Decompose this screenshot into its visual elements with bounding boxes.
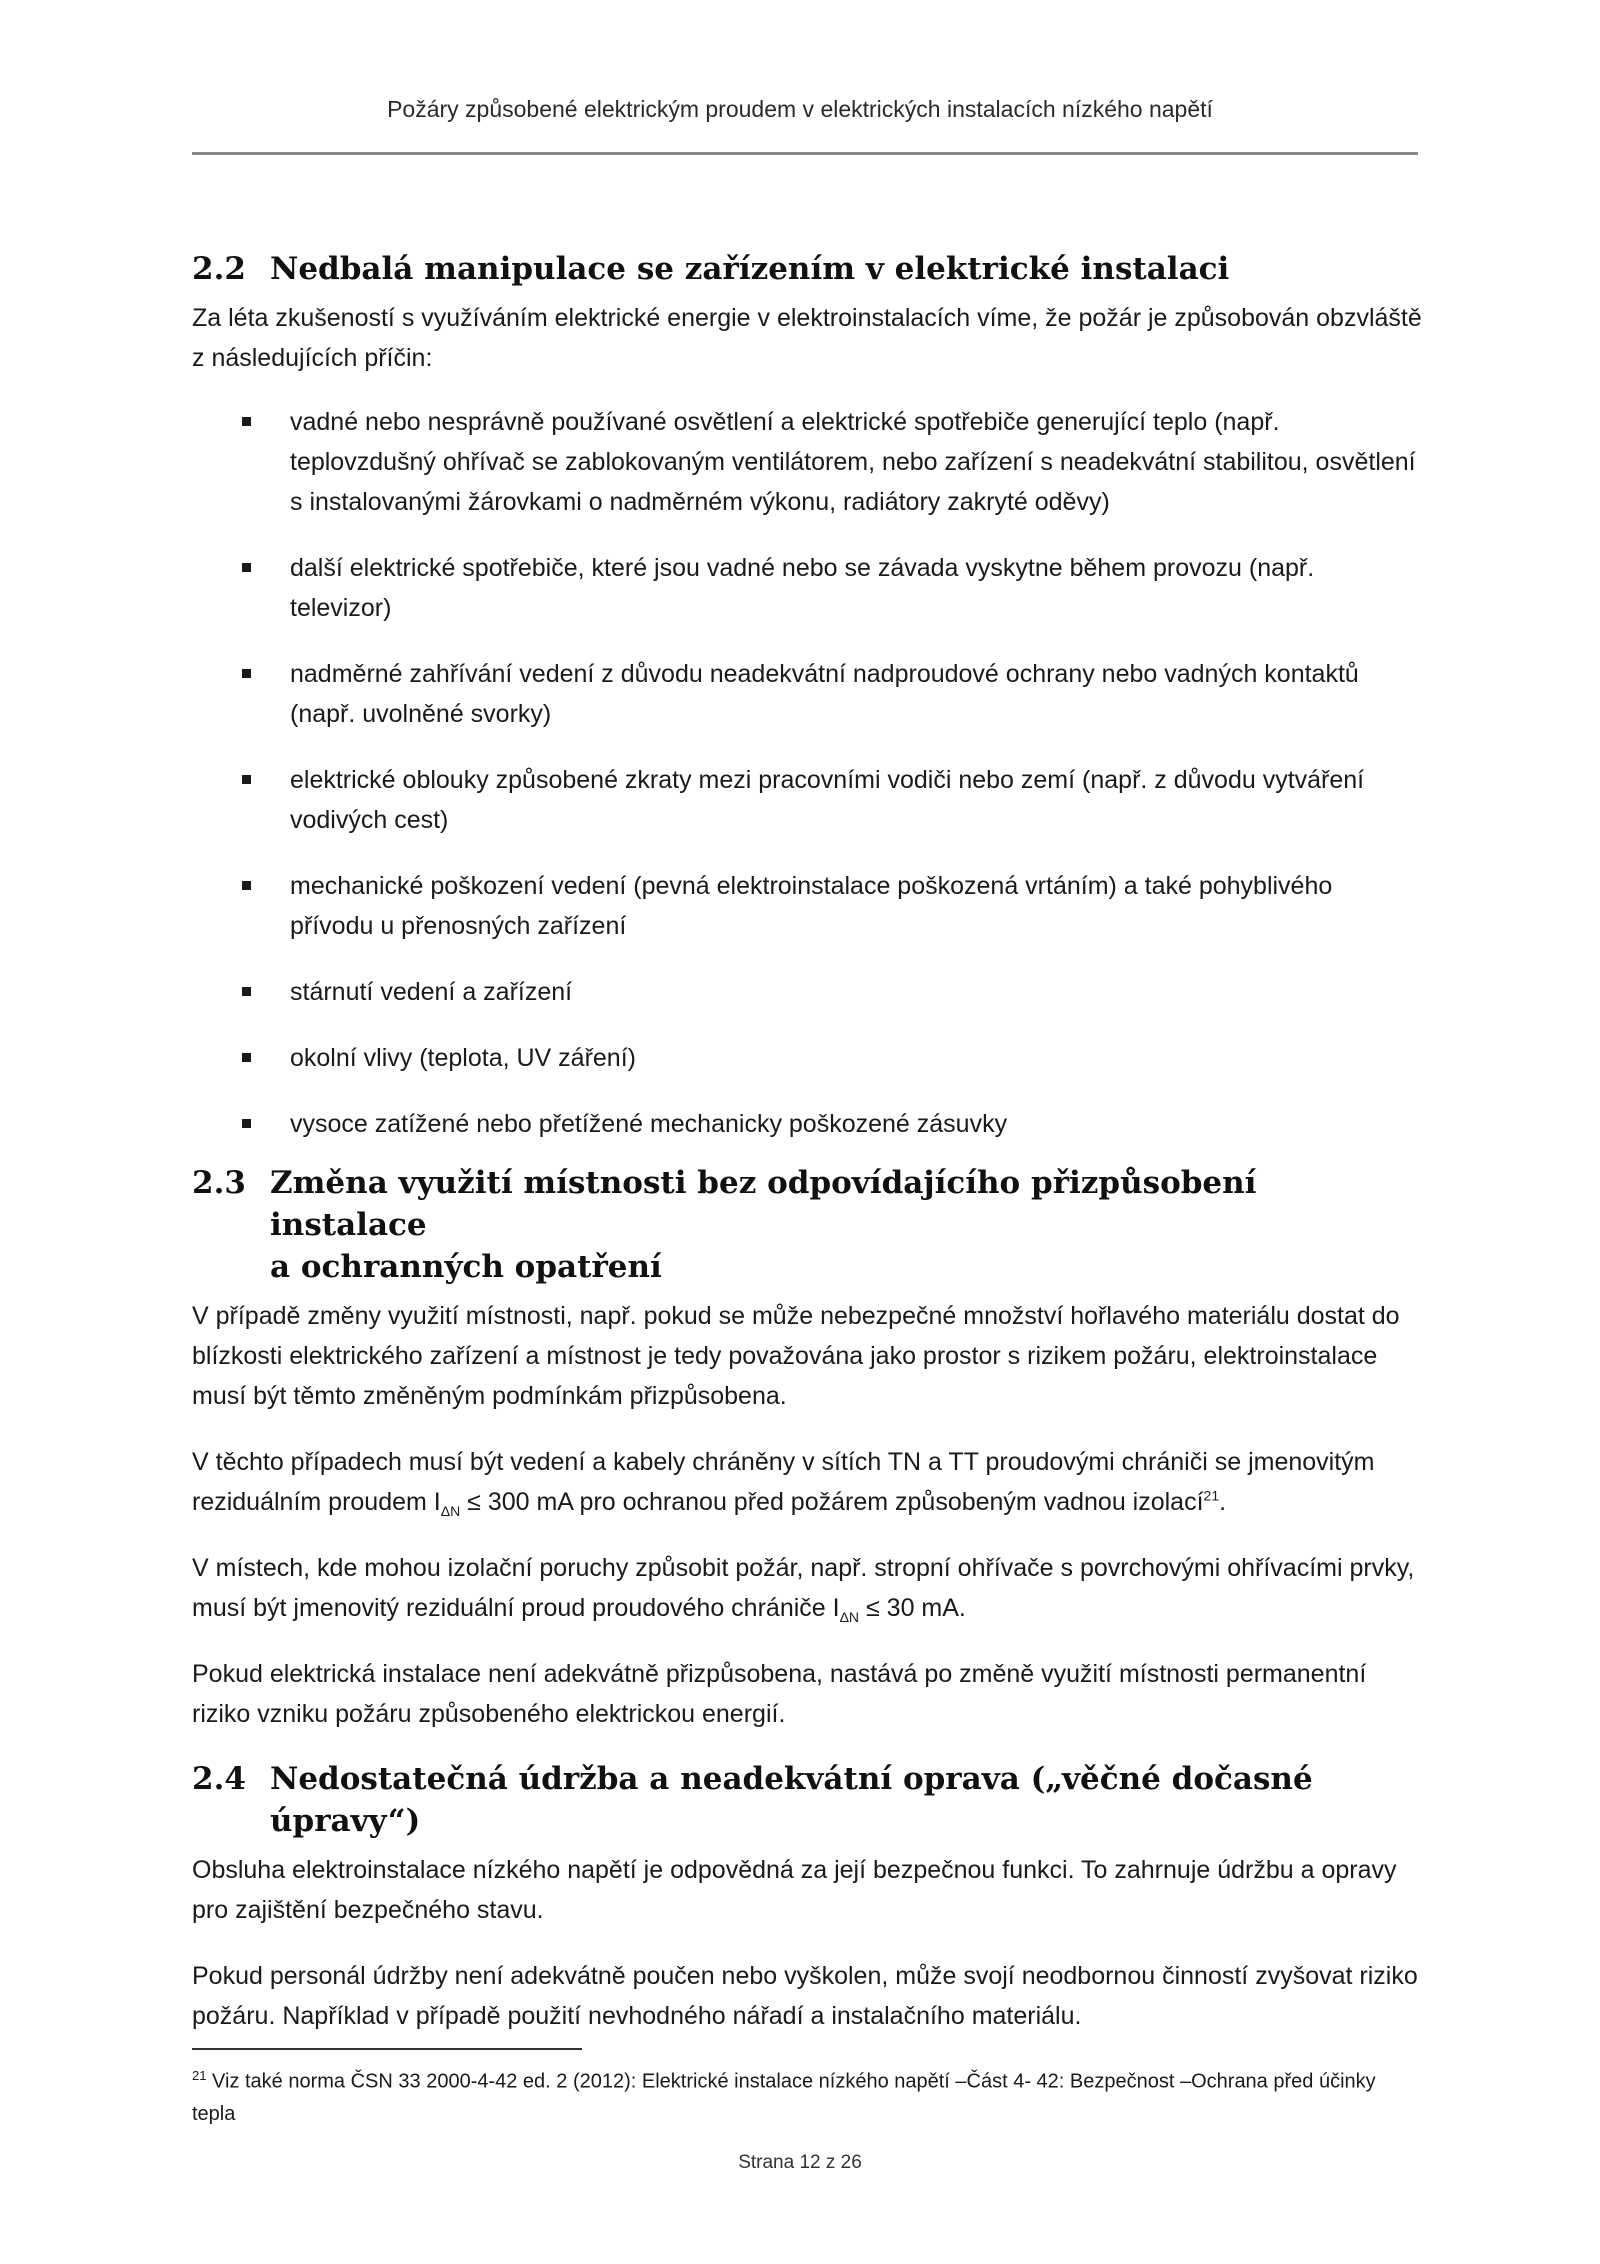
list-item-text: mechanické poškození vedení (pevná elektroinstalace poškozená vrtáním) a také pohyblivého přívodu u přenosných zařízení	[290, 872, 1333, 940]
list-item-text: další elektrické spotřebiče, které jsou vadné nebo se závada vyskytne během provozu (např. televizor)	[290, 554, 1315, 622]
list-item	[192, 548, 1422, 628]
section-title-line-1: Změna využití místnosti bez odpovídajícího přizpůsobení instalace	[270, 1165, 1257, 1243]
section-2-4-paragraph-2: Pokud personál údržby není adekvátně poučen nebo vyškolen, může svojí neodbornou činností zvyšovat riziko požáru. Například v případě použití nevhodného nářadí a instalačního materiálu.	[192, 1962, 1418, 2030]
list-item	[192, 1104, 1422, 1144]
list-item	[192, 402, 1422, 522]
square-bullet-icon	[242, 1119, 251, 1128]
section-2-3-paragraph-1: V případě změny využití místnosti, např. pokud se může nebezpečné množství hořlavého materiálu dostat do blízkosti elektrického zařízení a místnost je tedy považována jako prostor s rizikem požáru, elektroinstalace musí být těmto změněným podmínkám přizpůsobena.	[192, 1302, 1400, 1410]
section-title: Nedostatečná údržba a neadekvátní oprava („věčné dočasné úpravy“)	[270, 1761, 1313, 1839]
list-item	[192, 866, 1422, 946]
paragraph-text: V těchto případech musí být vedení a kabely chráněny v sítích TN a TT proudovými chrániči se jmenovitým reziduálním proudem I	[192, 1448, 1375, 1516]
square-bullet-icon	[242, 1053, 251, 1062]
list-item-text: vysoce zatížené nebo přetížené mechanicky poškozené zásuvky	[290, 1110, 1008, 1138]
footnote	[192, 2060, 1422, 2130]
square-bullet-icon	[242, 987, 251, 996]
section-2-3-paragraph-4: Pokud elektrická instalace není adekvátně přizpůsobena, nastává po změně využití místnosti permanentní riziko vzniku požáru způsobeného elektrickou energií.	[192, 1660, 1367, 1728]
footnote-reference[interactable]: 21	[1203, 1487, 1220, 1504]
footnote-text: Viz také norma ČSN 33 2000-4-42 ed. 2 (2012): Elektrické instalace nízkého napětí –Část 4- 42: Bezpečnost –Ochrana před účinky tepla	[192, 2070, 1376, 2125]
square-bullet-icon	[242, 417, 251, 426]
section-title	[270, 1162, 1422, 1288]
list-item-text: elektrické oblouky způsobené zkraty mezi pracovními vodiči nebo zemí (např. z důvodu vytváření vodivých cest)	[290, 766, 1365, 834]
square-bullet-icon	[242, 881, 251, 890]
list-item-text: okolní vlivy (teplota, UV záření)	[290, 1044, 636, 1072]
paragraph-text: .	[1219, 1488, 1227, 1516]
page-content	[192, 248, 1422, 2036]
section-title-line-2: a ochranných opatření	[270, 1249, 662, 1285]
subscript-delta-n: ΔN	[839, 1609, 860, 1625]
running-header: Požáry způsobené elektrickým proudem v elektrických instalacích nízkého napětí	[387, 96, 1213, 122]
list-item-text: nadměrné zahřívání vedení z důvodu neadekvátní nadproudové ochrany nebo vadných kontaktů (např. uvolněné svorky)	[290, 660, 1359, 728]
section-number: 2.3	[192, 1165, 246, 1201]
list-item	[192, 654, 1422, 734]
footnote-marker: 21	[192, 2068, 207, 2083]
list-item	[192, 760, 1422, 840]
list-item-text: stárnutí vedení a zařízení	[290, 978, 573, 1006]
paragraph-text: ≤ 300 mA pro ochranou před požárem způsobeným vadnou izolací	[460, 1488, 1204, 1516]
footnote-separator	[192, 2048, 582, 2050]
section-number: 2.4	[192, 1761, 246, 1797]
page-number: Strana 12 z 26	[738, 2152, 862, 2173]
section-2-2-heading	[192, 248, 1422, 290]
section-number: 2.2	[192, 251, 246, 287]
list-item-text: vadné nebo nesprávně používané osvětlení a elektrické spotřebiče generující teplo (např. teplovzdušný ohřívač se zablokovaným ventilátorem, nebo zařízení s neadekvátní stabilitou, osvětlení s instalovanými žárovkami o nadměrném výkonu, radiátory zakryté oděvy)	[290, 408, 1416, 516]
section-title: Nedbalá manipulace se zařízením v elektrické instalaci	[270, 251, 1230, 287]
section-2-3-heading	[192, 1162, 1422, 1288]
subscript-delta-n: ΔN	[440, 1503, 461, 1519]
section-2-3-paragraph-2	[192, 1442, 1422, 1522]
list-item	[192, 972, 1422, 1012]
section-2-4-paragraph-1: Obsluha elektroinstalace nízkého napětí je odpovědná za její bezpečnou funkci. To zahrnuje údržbu a opravy pro zajištění bezpečného stavu.	[192, 1856, 1397, 1924]
header-rule	[192, 152, 1418, 155]
square-bullet-icon	[242, 669, 251, 678]
section-2-2-intro: Za léta zkušeností s využíváním elektrické energie v elektroinstalacích víme, že požár je způsobován obzvláště z následujících příčin:	[192, 304, 1422, 372]
paragraph-text: V místech, kde mohou izolační poruchy způsobit požár, např. stropní ohřívače s povrchovými ohřívacími prvky, musí být jmenovitý reziduální proud proudového chrániče I	[192, 1554, 1415, 1622]
section-2-4-heading	[192, 1758, 1422, 1842]
list-item	[192, 1038, 1422, 1078]
square-bullet-icon	[242, 775, 251, 784]
cause-list	[192, 402, 1422, 1144]
section-2-3-paragraph-3	[192, 1548, 1422, 1628]
square-bullet-icon	[242, 563, 251, 572]
paragraph-text: ≤ 30 mA.	[859, 1594, 966, 1622]
